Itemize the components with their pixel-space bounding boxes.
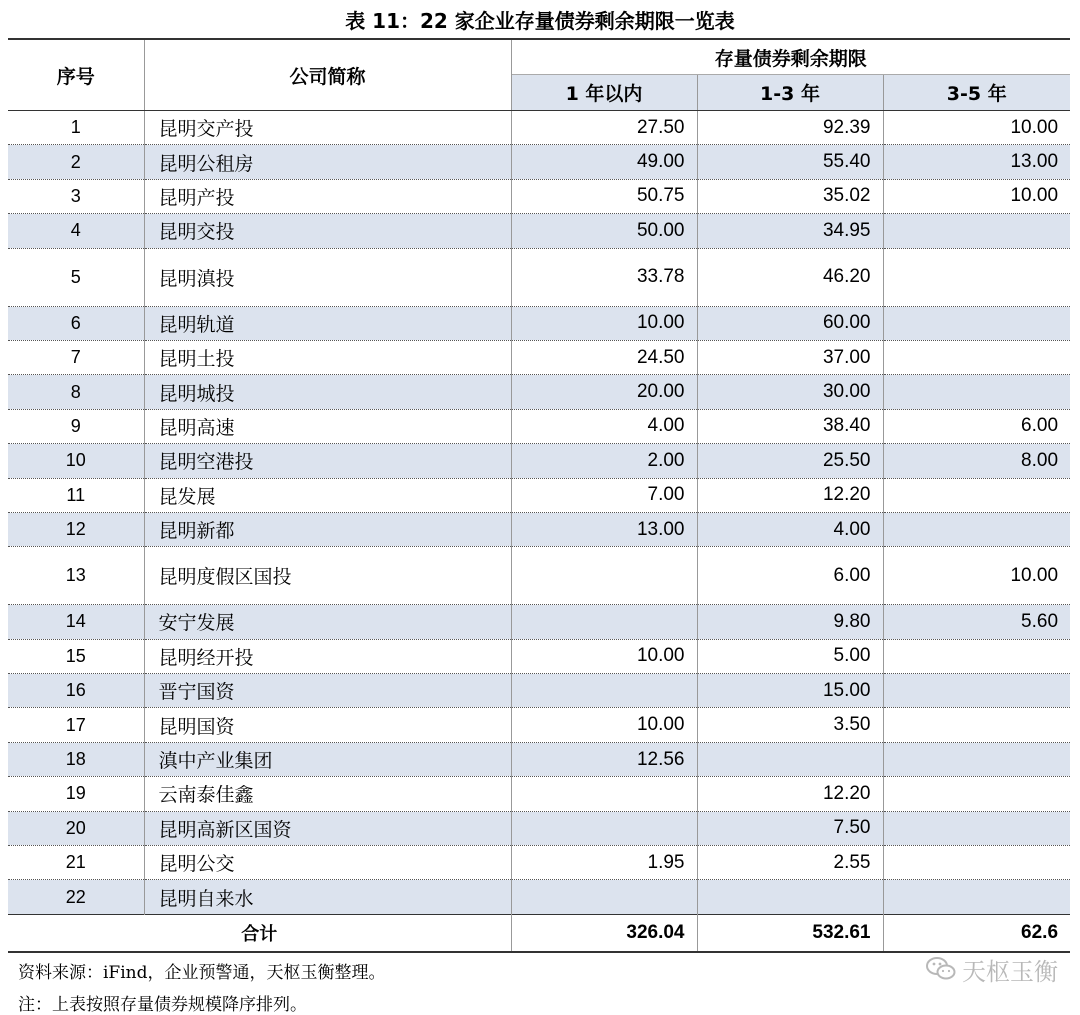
company-name: 昆明空港投 bbox=[144, 444, 511, 478]
row-index: 14 bbox=[8, 605, 144, 639]
value-3-5-years bbox=[883, 214, 1070, 248]
value-within-1-year: 13.00 bbox=[511, 512, 697, 546]
table-row bbox=[8, 409, 1070, 443]
table-body bbox=[8, 111, 1070, 952]
value-3-5-years: 5.60 bbox=[883, 605, 1070, 639]
value-3-5-years bbox=[883, 512, 1070, 546]
row-index: 15 bbox=[8, 639, 144, 673]
value-within-1-year: 33.78 bbox=[511, 248, 697, 306]
row-index: 22 bbox=[8, 880, 144, 914]
value-1-3-years: 55.40 bbox=[697, 145, 883, 179]
company-name: 昆明产投 bbox=[144, 179, 511, 213]
company-name: 昆明经开投 bbox=[144, 639, 511, 673]
value-3-5-years bbox=[883, 340, 1070, 374]
row-index: 19 bbox=[8, 777, 144, 811]
table-title: 表 11：22 家企业存量债券剩余期限一览表 bbox=[345, 9, 735, 33]
value-3-5-years bbox=[883, 811, 1070, 845]
value-within-1-year bbox=[511, 605, 697, 639]
row-index: 18 bbox=[8, 742, 144, 776]
value-3-5-years: 10.00 bbox=[883, 111, 1070, 145]
value-1-3-years: 4.00 bbox=[697, 512, 883, 546]
table-row bbox=[8, 742, 1070, 776]
value-1-3-years: 38.40 bbox=[697, 409, 883, 443]
value-3-5-years bbox=[883, 375, 1070, 409]
company-name: 安宁发展 bbox=[144, 605, 511, 639]
header-3-5-years: 3-5 年 bbox=[883, 75, 1070, 111]
value-1-3-years: 60.00 bbox=[697, 306, 883, 340]
value-3-5-years bbox=[883, 306, 1070, 340]
watermark-text: 天枢玉衡 bbox=[962, 957, 1058, 986]
value-within-1-year: 49.00 bbox=[511, 145, 697, 179]
table-row bbox=[8, 639, 1070, 673]
value-within-1-year bbox=[511, 880, 697, 914]
table-row bbox=[8, 708, 1070, 742]
company-name: 昆明高速 bbox=[144, 409, 511, 443]
value-1-3-years: 92.39 bbox=[697, 111, 883, 145]
company-name: 昆明自来水 bbox=[144, 880, 511, 914]
value-within-1-year: 12.56 bbox=[511, 742, 697, 776]
header-maturity-group: 存量债券剩余期限 bbox=[511, 39, 1070, 75]
table-row bbox=[8, 811, 1070, 845]
value-within-1-year bbox=[511, 811, 697, 845]
row-index: 4 bbox=[8, 214, 144, 248]
row-index: 17 bbox=[8, 708, 144, 742]
total-label: 合计 bbox=[8, 914, 511, 952]
table-row bbox=[8, 444, 1070, 478]
table-row bbox=[8, 478, 1070, 512]
table-row bbox=[8, 605, 1070, 639]
total-within-1-year: 326.04 bbox=[511, 914, 697, 952]
header-company: 公司简称 bbox=[144, 39, 511, 111]
value-3-5-years: 6.00 bbox=[883, 409, 1070, 443]
value-3-5-years bbox=[883, 478, 1070, 512]
company-name: 昆明交产投 bbox=[144, 111, 511, 145]
company-name: 滇中产业集团 bbox=[144, 742, 511, 776]
company-name: 昆明度假区国投 bbox=[144, 547, 511, 605]
company-name: 昆明交投 bbox=[144, 214, 511, 248]
wechat-icon bbox=[926, 956, 956, 982]
value-3-5-years bbox=[883, 777, 1070, 811]
value-within-1-year: 50.75 bbox=[511, 179, 697, 213]
table-row bbox=[8, 880, 1070, 914]
header-index: 序号 bbox=[8, 39, 144, 111]
value-within-1-year: 1.95 bbox=[511, 846, 697, 880]
row-index: 6 bbox=[8, 306, 144, 340]
remark-note: 注：上表按照存量债券规模降序排列。 bbox=[18, 995, 307, 1015]
row-index: 1 bbox=[8, 111, 144, 145]
company-name: 昆明国资 bbox=[144, 708, 511, 742]
value-within-1-year bbox=[511, 547, 697, 605]
value-within-1-year: 24.50 bbox=[511, 340, 697, 374]
value-within-1-year bbox=[511, 674, 697, 708]
company-name: 云南泰佳鑫 bbox=[144, 777, 511, 811]
table-row bbox=[8, 248, 1070, 306]
value-within-1-year: 4.00 bbox=[511, 409, 697, 443]
row-index: 16 bbox=[8, 674, 144, 708]
table-row bbox=[8, 512, 1070, 546]
value-3-5-years bbox=[883, 880, 1070, 914]
company-name: 昆明公租房 bbox=[144, 145, 511, 179]
table-row bbox=[8, 306, 1070, 340]
value-1-3-years: 7.50 bbox=[697, 811, 883, 845]
row-index: 5 bbox=[8, 248, 144, 306]
value-3-5-years bbox=[883, 742, 1070, 776]
table-row bbox=[8, 375, 1070, 409]
value-within-1-year: 10.00 bbox=[511, 708, 697, 742]
value-1-3-years: 15.00 bbox=[697, 674, 883, 708]
value-1-3-years bbox=[697, 880, 883, 914]
value-1-3-years: 9.80 bbox=[697, 605, 883, 639]
table-row bbox=[8, 846, 1070, 880]
value-1-3-years: 46.20 bbox=[697, 248, 883, 306]
value-3-5-years bbox=[883, 674, 1070, 708]
total-3-5-years: 62.6 bbox=[883, 914, 1070, 952]
value-3-5-years bbox=[883, 639, 1070, 673]
company-name: 昆明城投 bbox=[144, 375, 511, 409]
value-3-5-years bbox=[883, 846, 1070, 880]
company-name: 昆明新都 bbox=[144, 512, 511, 546]
value-1-3-years: 35.02 bbox=[697, 179, 883, 213]
row-index: 9 bbox=[8, 409, 144, 443]
table-row bbox=[8, 340, 1070, 374]
total-row bbox=[8, 914, 1070, 952]
watermark bbox=[926, 954, 1058, 984]
table-row bbox=[8, 214, 1070, 248]
row-index: 12 bbox=[8, 512, 144, 546]
value-1-3-years: 12.20 bbox=[697, 777, 883, 811]
row-index: 21 bbox=[8, 846, 144, 880]
bond-maturity-table bbox=[8, 38, 1070, 953]
company-name: 昆明公交 bbox=[144, 846, 511, 880]
value-1-3-years: 5.00 bbox=[697, 639, 883, 673]
value-within-1-year bbox=[511, 777, 697, 811]
row-index: 3 bbox=[8, 179, 144, 213]
table-row bbox=[8, 674, 1070, 708]
value-1-3-years: 12.20 bbox=[697, 478, 883, 512]
row-index: 2 bbox=[8, 145, 144, 179]
value-1-3-years bbox=[697, 742, 883, 776]
company-name: 昆明土投 bbox=[144, 340, 511, 374]
value-1-3-years: 3.50 bbox=[697, 708, 883, 742]
header-within-1-year: 1 年以内 bbox=[511, 75, 697, 111]
company-name: 昆明高新区国资 bbox=[144, 811, 511, 845]
row-index: 11 bbox=[8, 478, 144, 512]
table-row bbox=[8, 547, 1070, 605]
value-within-1-year: 50.00 bbox=[511, 214, 697, 248]
value-3-5-years: 10.00 bbox=[883, 547, 1070, 605]
value-1-3-years: 25.50 bbox=[697, 444, 883, 478]
value-3-5-years bbox=[883, 708, 1070, 742]
value-within-1-year: 10.00 bbox=[511, 639, 697, 673]
table-row bbox=[8, 179, 1070, 213]
value-1-3-years: 34.95 bbox=[697, 214, 883, 248]
company-name: 昆明滇投 bbox=[144, 248, 511, 306]
value-within-1-year: 20.00 bbox=[511, 375, 697, 409]
value-within-1-year: 7.00 bbox=[511, 478, 697, 512]
value-1-3-years: 30.00 bbox=[697, 375, 883, 409]
value-within-1-year: 27.50 bbox=[511, 111, 697, 145]
row-index: 20 bbox=[8, 811, 144, 845]
total-1-3-years: 532.61 bbox=[697, 914, 883, 952]
row-index: 13 bbox=[8, 547, 144, 605]
company-name: 昆发展 bbox=[144, 478, 511, 512]
value-within-1-year: 10.00 bbox=[511, 306, 697, 340]
source-note: 资料来源：iFind，企业预警通，天枢玉衡整理。 bbox=[18, 963, 386, 983]
table-row bbox=[8, 111, 1070, 145]
value-3-5-years bbox=[883, 248, 1070, 306]
row-index: 10 bbox=[8, 444, 144, 478]
value-1-3-years: 6.00 bbox=[697, 547, 883, 605]
value-3-5-years: 10.00 bbox=[883, 179, 1070, 213]
value-within-1-year: 2.00 bbox=[511, 444, 697, 478]
company-name: 晋宁国资 bbox=[144, 674, 511, 708]
header-1-3-years: 1-3 年 bbox=[697, 75, 883, 111]
row-index: 7 bbox=[8, 340, 144, 374]
value-3-5-years: 8.00 bbox=[883, 444, 1070, 478]
row-index: 8 bbox=[8, 375, 144, 409]
table-row bbox=[8, 777, 1070, 811]
value-1-3-years: 37.00 bbox=[697, 340, 883, 374]
value-1-3-years: 2.55 bbox=[697, 846, 883, 880]
company-name: 昆明轨道 bbox=[144, 306, 511, 340]
value-3-5-years: 13.00 bbox=[883, 145, 1070, 179]
table-row bbox=[8, 145, 1070, 179]
